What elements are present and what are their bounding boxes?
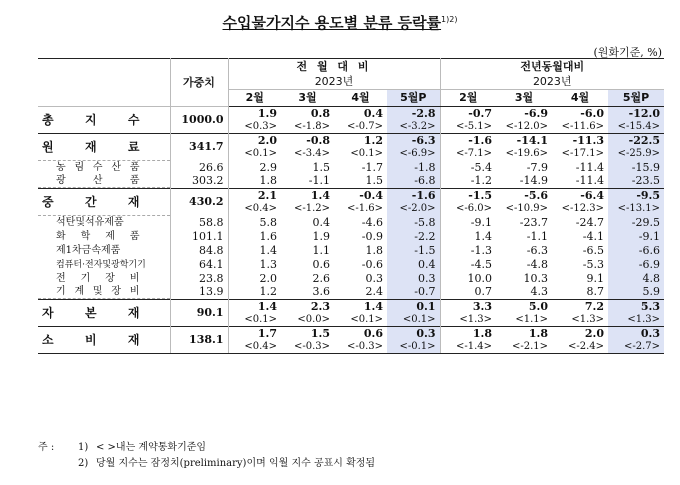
label-char: 중 — [42, 195, 54, 209]
weight-cell: 90.1 — [170, 300, 228, 327]
mom-value: 0.6 — [334, 327, 387, 341]
sub-row — [38, 258, 664, 272]
yoy-value: -7.9 — [526, 160, 548, 174]
yoy-value: -6.5 — [582, 243, 604, 257]
yoy-month-header: 4월 — [552, 90, 608, 107]
mom-header: 전 월 대 비 — [228, 59, 440, 75]
yoy-value: -9.1 — [470, 215, 492, 229]
mom-contract-value: <0.0> — [297, 313, 330, 325]
yoy-value: -9.1 — [608, 230, 664, 244]
mom-value: 1.2 — [334, 134, 387, 148]
mom-contract-value: <0.1> — [350, 313, 383, 325]
yoy-value: 5.0 — [496, 300, 552, 314]
yoy-value: -24.7 — [575, 215, 604, 229]
yoy-value: 4.8 — [608, 272, 664, 286]
mom-contract-value: <0.3> — [244, 120, 277, 132]
mom-value: 0.8 — [281, 107, 334, 121]
yoy-value: -5.6 — [496, 189, 552, 203]
yoy-contract-value: <-11.6> — [561, 120, 604, 132]
title-text: 수입물가지수 용도별 분류 등락률 — [222, 14, 442, 32]
row-label-cell — [38, 189, 170, 216]
row-label — [38, 175, 170, 188]
yoy-value: 8.7 — [586, 285, 604, 299]
yoy-contract-value: <-7.1> — [455, 148, 492, 159]
yoy-contract-value: <-25.9> — [608, 148, 664, 161]
mom-value: 2.0 — [228, 134, 281, 148]
mom-value: -0.7 — [387, 286, 440, 300]
yoy-contract-value: <-1.4> — [440, 341, 496, 354]
mom-value: 1.4 — [259, 243, 277, 257]
mom-value: 1.4 — [228, 300, 281, 314]
label-char: 비 — [129, 285, 140, 297]
mom-value: -6.8 — [387, 175, 440, 189]
mom-value: -2.8 — [387, 107, 440, 121]
row-label — [38, 231, 170, 243]
mom-contract-value: <0.4> — [244, 203, 277, 214]
mom-month-header: 5월P — [387, 90, 440, 107]
sub-row — [38, 244, 664, 258]
sub-row — [38, 161, 664, 175]
weight-cell: 58.8 — [170, 216, 228, 230]
mom-value: 0.3 — [387, 327, 440, 341]
import-price-table — [38, 58, 664, 354]
yoy-month-header: 5월P — [608, 90, 664, 107]
mom-value: 2.0 — [259, 271, 277, 285]
label-char: 자 — [42, 306, 54, 320]
label-char: 총 — [42, 113, 54, 127]
weight-cell: 101.1 — [170, 230, 228, 244]
mom-value: -0.4 — [334, 189, 387, 203]
yoy-value: 9.1 — [586, 271, 604, 285]
row-label-cell — [38, 161, 170, 175]
mom-contract-value: <-0.3> — [281, 341, 334, 354]
yoy-contract-value: <1.3> — [459, 313, 492, 325]
row-label: 제1차금속제품 — [56, 244, 121, 256]
yoy-value: -29.5 — [608, 216, 664, 230]
mom-value: 1.6 — [259, 229, 277, 243]
yoy-value: 10.3 — [523, 271, 548, 285]
mom-contract-value: <0.1> — [387, 314, 440, 327]
row-label — [38, 273, 170, 285]
sub-row — [38, 230, 664, 244]
yoy-value: -22.5 — [608, 134, 664, 148]
yoy-contract-value: <-2.4> — [552, 341, 608, 354]
yoy-value: -4.8 — [526, 257, 548, 271]
mom-value: -1.7 — [361, 160, 383, 174]
mom-value: 0.4 — [312, 215, 330, 229]
mom-value: 5.8 — [259, 215, 277, 229]
yoy-value: 2.0 — [552, 327, 608, 341]
yoy-value: -14.1 — [496, 134, 552, 148]
mom-value: 3.6 — [312, 285, 330, 299]
mom-contract-value: <-3.2> — [387, 121, 440, 134]
label-char: 산 — [111, 161, 122, 173]
yoy-header: 전년동월대비 — [440, 59, 664, 75]
yoy-value: 1.8 — [496, 327, 552, 341]
mom-contract-value: <-1.8> — [293, 120, 330, 132]
yoy-contract-value: <1.1> — [515, 313, 548, 325]
yoy-value: -23.5 — [608, 175, 664, 189]
row-label — [38, 196, 170, 208]
yoy-value: -1.5 — [440, 189, 496, 203]
sub-row — [38, 286, 664, 300]
row-label-cell — [38, 216, 170, 230]
row-label-cell — [38, 230, 170, 244]
label-char: 수 — [127, 113, 140, 127]
note-2: 당월 지수는 잠정치(preliminary)이며 익월 지수 공표시 확정됨 — [96, 458, 376, 469]
mom-value: 0.4 — [334, 107, 387, 121]
unit-label: (원화기준, %) — [593, 46, 662, 59]
mom-value: 1.9 — [228, 107, 281, 121]
mom-value: 1.5 — [281, 327, 334, 341]
yoy-contract-value: <1.3> — [571, 313, 604, 325]
yoy-contract-value: <-12.3> — [561, 203, 604, 214]
label-char: 광 — [56, 174, 66, 186]
row-label-cell — [38, 134, 170, 161]
yoy-year-header: 2023년 — [440, 75, 664, 90]
yoy-value: -15.9 — [608, 161, 664, 175]
yoy-value: 7.2 — [552, 300, 608, 314]
yoy-value: 4.3 — [530, 285, 548, 299]
weight-cell: 64.1 — [170, 258, 228, 272]
mom-value: 0.3 — [387, 272, 440, 286]
yoy-value: -5.4 — [470, 160, 492, 174]
sub-row — [38, 216, 664, 230]
row-label — [38, 286, 170, 299]
mom-value: 1.5 — [312, 160, 330, 174]
mom-contract-value: <-6.9> — [387, 148, 440, 161]
yoy-value: 10.0 — [467, 271, 492, 285]
mom-value: 1.1 — [312, 243, 330, 257]
mom-value: 2.1 — [228, 189, 281, 203]
yoy-value: -6.4 — [552, 189, 608, 203]
mom-contract-value: <-2.0> — [387, 203, 440, 216]
mom-value: 1.7 — [228, 327, 281, 341]
mom-value: 1.4 — [334, 300, 387, 314]
mom-value: 1.5 — [365, 174, 383, 188]
label-char: 장 — [111, 285, 122, 297]
yoy-value: 0.7 — [474, 285, 492, 299]
mom-value: 1.8 — [259, 174, 277, 188]
yoy-value: -5.3 — [582, 257, 604, 271]
yoy-value: -1.6 — [440, 134, 496, 148]
mom-value: 0.1 — [387, 300, 440, 314]
yoy-contract-value: <-19.6> — [505, 148, 548, 159]
mom-value: 1.4 — [281, 189, 334, 203]
mom-value: -1.1 — [308, 174, 330, 188]
row-label — [38, 114, 170, 126]
title-footnote-mark: 1)2) — [441, 15, 458, 24]
row-label-cell — [38, 286, 170, 300]
mom-value: -0.9 — [361, 229, 383, 243]
yoy-contract-value: <-10.9> — [505, 203, 548, 214]
yoy-value: -6.3 — [526, 243, 548, 257]
yoy-value: -11.3 — [552, 134, 608, 148]
yoy-contract-value: <1.3> — [608, 314, 664, 327]
row-label — [38, 334, 170, 346]
mom-contract-value: <-3.4> — [293, 148, 330, 159]
row-label-cell — [38, 258, 170, 272]
yoy-value: -12.0 — [608, 107, 664, 121]
label-char: 전 — [56, 272, 66, 284]
label-char: 품 — [129, 174, 140, 186]
yoy-value: -11.4 — [575, 174, 604, 188]
mom-value: -2.2 — [387, 230, 440, 244]
row-label — [38, 162, 170, 174]
note-1: < >내는 계약통화기준임 — [96, 442, 207, 453]
yoy-value: 5.9 — [608, 286, 664, 300]
mom-contract-value: <-1.2> — [293, 203, 330, 214]
label-char: 및 — [92, 285, 103, 297]
label-char: 재 — [84, 140, 97, 154]
mom-value: 2.4 — [365, 285, 383, 299]
category-row — [38, 327, 664, 341]
yoy-value: 1.4 — [474, 229, 492, 243]
mom-value: 0.3 — [365, 271, 383, 285]
sub-row — [38, 175, 664, 189]
weight-cell: 303.2 — [170, 175, 228, 189]
label-char: 원 — [42, 140, 54, 154]
yoy-value: -1.2 — [470, 174, 492, 188]
mom-contract-value: <0.1> — [244, 148, 277, 159]
yoy-value: -1.1 — [526, 229, 548, 243]
label-char: 계 — [74, 285, 85, 297]
yoy-month-header: 3월 — [496, 90, 552, 107]
yoy-value: -9.5 — [608, 189, 664, 203]
row-label-cell — [38, 175, 170, 189]
yoy-value: -1.3 — [470, 243, 492, 257]
label-char: 산 — [92, 174, 103, 186]
mom-month-header: 4월 — [334, 90, 387, 107]
mom-value: 0.6 — [312, 257, 330, 271]
label-char: 학 — [80, 230, 91, 242]
yoy-contract-value: <-12.0> — [505, 120, 548, 132]
mom-value: 2.3 — [281, 300, 334, 314]
row-label-cell — [38, 244, 170, 258]
row-label — [38, 307, 170, 319]
mom-contract-value: <0.4> — [228, 341, 281, 354]
mom-value: -1.8 — [387, 161, 440, 175]
label-header — [38, 59, 170, 107]
label-char: 장 — [105, 272, 115, 284]
label-char: 재 — [127, 306, 140, 320]
mom-value: -4.6 — [361, 215, 383, 229]
label-char: 지 — [84, 113, 97, 127]
mom-value: 1.9 — [312, 229, 330, 243]
category-row — [38, 189, 664, 203]
label-char: 농 — [56, 161, 66, 173]
yoy-value: -4.1 — [582, 229, 604, 243]
note-1-num: 1) — [78, 442, 89, 453]
mom-value: -1.6 — [387, 189, 440, 203]
mom-value: 2.9 — [259, 160, 277, 174]
weight-cell: 84.8 — [170, 244, 228, 258]
category-row — [38, 134, 664, 148]
mom-value: -5.8 — [387, 216, 440, 230]
mom-value: -1.5 — [387, 244, 440, 258]
mom-month-header: 2월 — [228, 90, 281, 107]
yoy-contract-value: <-17.1> — [561, 148, 604, 159]
mom-value: 1.8 — [365, 243, 383, 257]
page-title — [0, 12, 680, 33]
yoy-value: 3.3 — [440, 300, 496, 314]
label-char: 재 — [127, 195, 140, 209]
label-char: 재 — [127, 333, 140, 347]
mom-month-header: 3월 — [281, 90, 334, 107]
label-char: 림 — [74, 161, 85, 173]
yoy-value: 5.3 — [608, 300, 664, 314]
yoy-value: 0.3 — [608, 327, 664, 341]
mom-value: -6.3 — [387, 134, 440, 148]
yoy-value: -6.9 — [496, 107, 552, 121]
label-char: 품 — [129, 230, 140, 242]
label-char: 제 — [105, 230, 115, 242]
yoy-contract-value: <-5.1> — [455, 120, 492, 132]
label-char: 화 — [56, 230, 66, 242]
label-char: 수 — [92, 161, 103, 173]
category-row — [38, 107, 664, 121]
yoy-value: 1.8 — [440, 327, 496, 341]
category-row — [38, 300, 664, 314]
row-label-cell — [38, 327, 170, 354]
mom-value: 0.4 — [387, 258, 440, 272]
footnotes — [38, 440, 375, 472]
yoy-value: -23.7 — [519, 215, 548, 229]
weight-cell: 1000.0 — [170, 107, 228, 134]
row-label — [38, 141, 170, 153]
weight-header: 가중치 — [170, 59, 228, 107]
mom-contract-value: <-0.1> — [387, 341, 440, 354]
yoy-contract-value: <-2.1> — [496, 341, 552, 354]
row-label: 석탄및석유제품 — [56, 216, 124, 228]
mom-value: 1.2 — [259, 285, 277, 299]
mom-contract-value: <-0.7> — [346, 120, 383, 132]
label-char: 료 — [127, 140, 140, 154]
label-char: 간 — [84, 195, 97, 209]
yoy-contract-value: <-13.1> — [608, 203, 664, 216]
mom-value: 1.3 — [259, 257, 277, 271]
mom-year-header: 2023년 — [228, 75, 440, 90]
row-label-cell — [38, 300, 170, 327]
row-label: 컴퓨터·전자및광학기기 — [56, 259, 146, 270]
yoy-value: -14.9 — [519, 174, 548, 188]
label-char: 기 — [80, 272, 91, 284]
mom-contract-value: <-0.3> — [334, 341, 387, 354]
yoy-value: -4.5 — [470, 257, 492, 271]
mom-contract-value: <0.1> — [350, 148, 383, 159]
row-label-cell — [38, 272, 170, 286]
label-char: 기 — [56, 285, 66, 297]
notes-label: 주 : — [38, 442, 55, 453]
yoy-value: -6.9 — [608, 258, 664, 272]
mom-contract-value: <-1.6> — [346, 203, 383, 214]
label-char: 품 — [129, 161, 140, 173]
note-2-num: 2) — [78, 458, 89, 469]
sub-row — [38, 272, 664, 286]
yoy-month-header: 2월 — [440, 90, 496, 107]
yoy-contract-value: <-2.7> — [608, 341, 664, 354]
weight-cell: 138.1 — [170, 327, 228, 354]
yoy-contract-value: <-15.4> — [608, 121, 664, 134]
yoy-contract-value: <-6.0> — [455, 203, 492, 214]
weight-cell: 26.6 — [170, 161, 228, 175]
label-char: 본 — [84, 306, 97, 320]
label-char: 비 — [84, 333, 97, 347]
yoy-value: -11.4 — [575, 160, 604, 174]
yoy-value: -6.6 — [608, 244, 664, 258]
weight-cell: 341.7 — [170, 134, 228, 161]
header-row-1 — [38, 59, 664, 75]
yoy-value: -6.0 — [552, 107, 608, 121]
mom-contract-value: <0.1> — [244, 313, 277, 325]
label-char: 비 — [129, 272, 140, 284]
row-label-cell — [38, 107, 170, 134]
mom-value: -0.8 — [281, 134, 334, 148]
label-char: 소 — [42, 333, 54, 347]
weight-cell: 430.2 — [170, 189, 228, 216]
mom-value: 2.6 — [312, 271, 330, 285]
mom-value: -0.6 — [361, 257, 383, 271]
yoy-value: -0.7 — [440, 107, 496, 121]
weight-cell: 23.8 — [170, 272, 228, 286]
weight-cell: 13.9 — [170, 286, 228, 300]
